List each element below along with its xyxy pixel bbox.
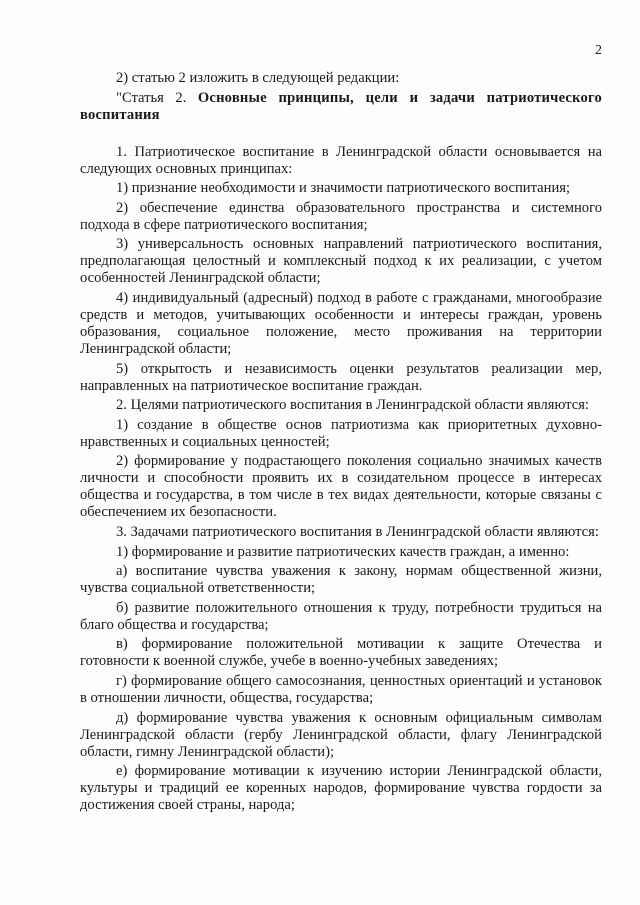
paragraph-goal-1: 1) создание в обществе основ патриотизма как приоритетных духовно-нравственных и социальных ценностей; (80, 416, 602, 450)
paragraph-principle-4: 4) индивидуальный (адресный) подход в работе с гражданами, многообразие средств и методов, учитывающих особенности и интересы граждан, уровень образования, социальное положение, место проживания на территории Ленинградской области; (80, 289, 602, 357)
paragraph-task-1b: б) развитие положительного отношения к труду, потребности трудиться на благо общества и государства; (80, 599, 602, 633)
paragraph-goals-intro: 2. Целями патриотического воспитания в Ленинградской области являются: (116, 397, 589, 414)
paragraph-principle-1: 1) признание необходимости и значимости патриотического воспитания; (116, 180, 571, 197)
paragraph-principles-intro: 1. Патриотическое воспитание в Ленинградской области основывается на следующих основных принципах: (80, 143, 602, 177)
paragraph-principle-5: 5) открытость и независимость оценки результатов реализации мер, направленных на патриотическое воспитание граждан. (80, 360, 602, 394)
article-heading-title: Основные принципы, цели и задачи патриотического воспитания (80, 89, 602, 123)
document-body (80, 70, 602, 817)
paragraph-task-1e: е) формирование мотивации к изучению истории Ленинградской области, культуры и традиций ее коренных народов, формирование чувства гордости за достижения своей страны, народа; (80, 763, 602, 814)
paragraph-task-1: 1) формирование и развитие патриотических качеств граждан, а именно: (116, 543, 570, 560)
paragraph-task-1g: г) формирование общего самосознания, ценностных ориентаций и установок в отношении личности, общества, государства; (80, 672, 602, 706)
paragraph-goal-2: 2) формирование у подрастающего поколения социально значимых качеств личности и способности проявить их в созидательном процессе в интересах общества и государства, в том числе в тех видах деятельности, которые связаны с обеспечением их безопасности. (80, 453, 602, 521)
article-heading (80, 90, 602, 124)
paragraph-principle-3: 3) универсальность основных направлений патриотического воспитания, предполагающая целостный и комплексный подход к их реализации, с учетом особенностей Ленинградской области; (80, 236, 602, 287)
paragraph-amendment: 2) статью 2 изложить в следующей редакции: (116, 70, 400, 86)
paragraph-task-1d: д) формирование чувства уважения к основным официальным символам Ленинградской области (гербу Ленинградской области, флагу Ленинградской области, гимну Ленинградской области); (80, 709, 602, 760)
article-heading-prefix: "Статья 2. (116, 89, 198, 106)
paragraph-principle-2: 2) обеспечение единства образовательного пространства и системного подхода в сфере патриотического воспитания; (80, 199, 602, 233)
paragraph-tasks-intro: 3. Задачами патриотического воспитания в Ленинградской области являются: (116, 523, 599, 540)
paragraph-task-1a: а) воспитание чувства уважения к закону, нормам общественной жизни, чувства социальной ответственности; (80, 563, 602, 597)
page-number: 2 (595, 43, 602, 58)
paragraph-task-1v: в) формирование положительной мотивации к защите Отечества и готовности к военной службе, учебе в военно-учебных заведениях; (80, 636, 602, 670)
